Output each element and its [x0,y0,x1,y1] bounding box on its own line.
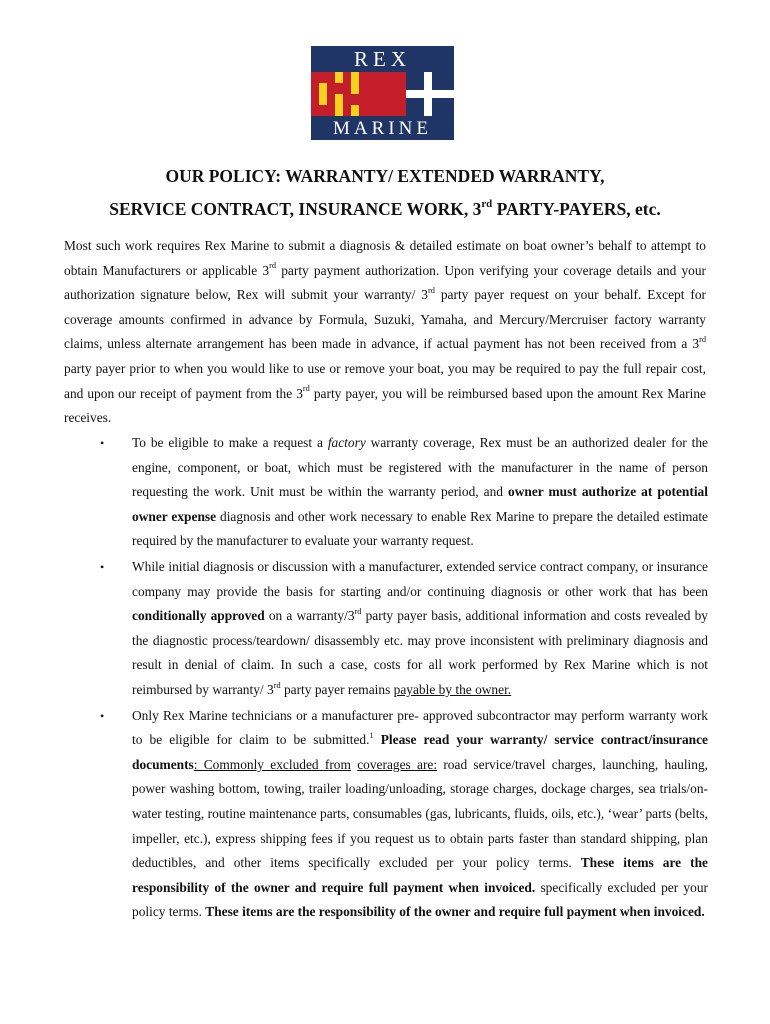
list-item: • While initial diagnosis or discussion with a manufacturer, extended service contract company, or insurance company may provide the basis for starting and/or continuing diagnosis or other work that has been conditionally approved on a warranty/3rd party payer basis, additional information and costs revealed by the diagnostic process/teardown/ disassembly etc. may prove inconsistent with preliminary diagnosis and result in denial of claim. In such a case, costs for all work performed by Rex Marine which is not reimbursed by warranty/ 3rd party payer remains payable by the owner. [98,555,708,703]
rex-marine-logo [311,46,454,140]
page-title-line-2: SERVICE CONTRACT, INSURANCE WORK, 3rd PARTY-PAYERS, etc. [109,198,661,219]
red-flag-icon [359,72,406,116]
policy-bullet-list [98,431,708,925]
bullet-icon: • [100,559,105,574]
page-title-line-1: OUR POLICY: WARRANTY/ EXTENDED WARRANTY, [165,166,605,186]
signal-flags-icon [311,72,454,116]
list-item: • Only Rex Marine technicians or a manufacturer pre- approved subcontractor may perform warranty work to be eligible for claim to be submitted.$^1$ Please read your warranty/ service contract/insurance documents: Commonly excluded from coverages are: road service/travel charges, launching, hauling, power washing bottom, towing, trailer loading/unloading, storage charges, dockage charges, sea trials/on-water testing, routine maintenance parts, consumables (gas, lubricants, fluids, oils, etc.), ‘wear’ parts (belts, impeller, etc.), express shipping fees if you request us to obtain parts faster than standard shipping, plan deductibles, and other items specifically excluded per your policy terms. These items are the responsibility of the owner and require full payment when invoiced. specifically excluded per your policy terms. These items are the responsibility of the owner and require full payment when invoiced. [98,704,708,925]
logo-flags [311,72,454,116]
logo-bottom-band: MARINE [311,116,454,140]
intro-paragraph: Most such work requires Rex Marine to submit a diagnosis & detailed estimate on boat owner’s behalf to attempt to obtain Manufacturers or applicable 3rd party payment authorization. Upon verifying your coverage details and your authorization signature below, Rex will submit your warranty/ 3rd party payer request on your behalf. Except for coverage amounts confirmed in advance by Formula, Suzuki, Yamaha, and Mercury/Mercruiser factory warranty claims, unless alternate arrangement has been made in advance, if actual payment has not been received from a 3rd party payer prior to when you would like to use or remove your boat, you may be required to pay the full repair cost, and upon our receipt of payment from the 3rd party payer, you will be reimbursed based upon the amount Rex Marine receives. [64,238,706,426]
bullet-icon: • [100,436,105,450]
logo-top-band: REX [311,46,454,72]
cross-flag-icon [406,72,454,116]
checkered-flag-icon [311,72,359,116]
list-item: • To be eligible to make a request a factory warranty coverage, Rex must be an authorized dealer for the engine, component, or boat, which must be registered with the manufacturer in the name of person requesting the work. Unit must be within the warranty period, and owner must authorize at potential owner expense diagnosis and other work necessary to enable Rex Marine to prepare the detailed estimate required by the manufacturer to evaluate your warranty request. [98,431,708,554]
bullet-icon: • [100,708,105,723]
